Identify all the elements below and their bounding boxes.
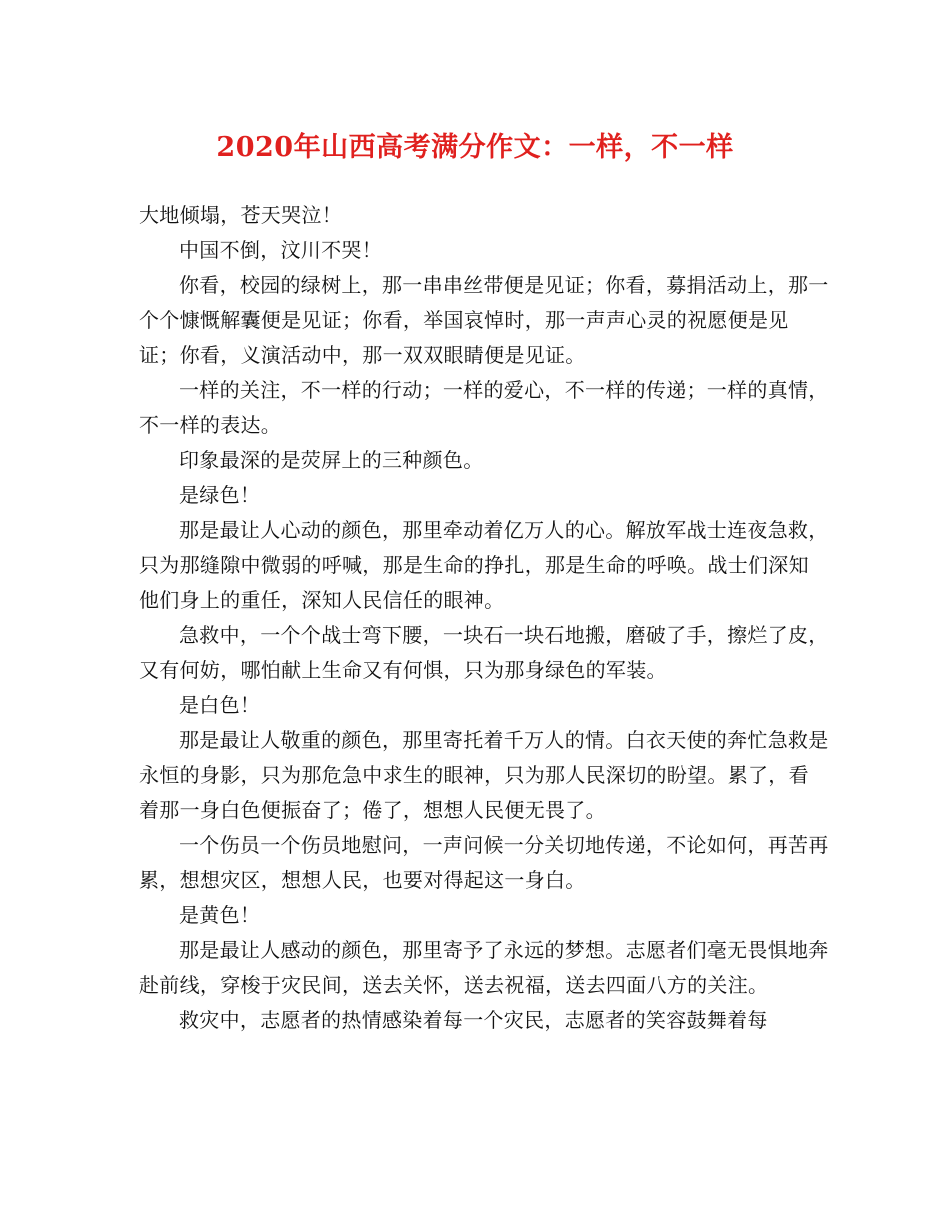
paragraph-2: 中国不倒，汶川不哭！ [179, 238, 382, 262]
document-title: 2020年山西高考满分作文：一样，不一样 [216, 132, 734, 163]
paragraph-7: 那是最让人心动的颜色，那里牵动着亿万人的心。解放军战士连夜急救，只为那缝隙中微弱的呼喊，那是生命的挣扎，那是生命的呼唤。战士们深知他们身上的重任，深知人民信任的眼神。 [139, 518, 829, 612]
paragraph-5: 印象最深的是荧屏上的三种颜色。 [179, 448, 484, 472]
paragraph-13: 那是最让人感动的颜色，那里寄予了永远的梦想。志愿者们毫无畏惧地奔赴前线，穿梭于灾民间，送去关怀，送去祝福，送去四面八方的关注。 [139, 938, 829, 997]
paragraph-10: 那是最让人敬重的颜色，那里寄托着千万人的情。白衣天使的奔忙急救是永恒的身影，只为那危急中求生的眼神，只为那人民深切的盼望。累了，看着那一身白色便振奋了；倦了，想想人民便无畏了。 [139, 728, 829, 822]
paragraph-8: 急救中，一个个战士弯下腰，一块石一块石地搬，磨破了手，擦烂了皮，又有何妨，哪怕献上生命又有何惧，只为那身绿色的军装。 [139, 623, 829, 682]
paragraph-4: 一样的关注，不一样的行动；一样的爱心，不一样的传递；一样的真情，不一样的表达。 [139, 378, 829, 437]
paragraph-14: 救灾中，志愿者的热情感染着每一个灾民，志愿者的笑容鼓舞着每 [179, 1008, 768, 1032]
paragraph-3: 你看，校园的绿树上，那一串串丝带便是见证；你看，募捐活动上，那一个个慷慨解囊便是见证；你看，举国哀悼时，那一声声心灵的祝愿便是见证；你看，义演活动中，那一双双眼睛便是见证。 [139, 273, 829, 367]
paragraph-6: 是绿色！ [179, 483, 261, 507]
paragraph-12: 是黄色！ [179, 903, 261, 927]
paragraph-9: 是白色！ [179, 693, 261, 717]
essay-body [139, 198, 829, 1038]
paragraph-1: 大地倾塌，苍天哭泣！ [139, 203, 342, 227]
paragraph-11: 一个伤员一个伤员地慰问，一声问候一分关切地传递，不论如何，再苦再累，想想灾区，想想人民，也要对得起这一身白。 [139, 833, 829, 892]
